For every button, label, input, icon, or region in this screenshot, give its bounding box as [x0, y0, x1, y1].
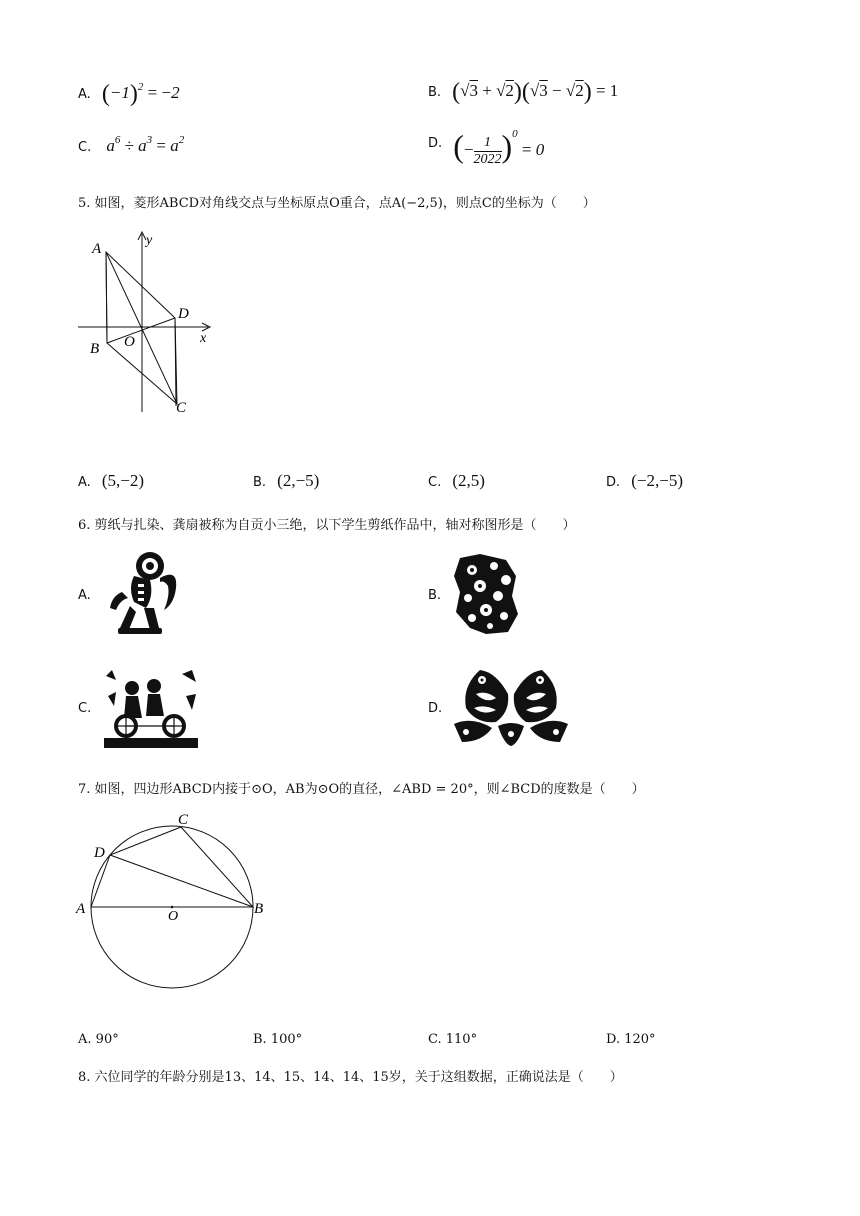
question-text: 如图，菱形ABCD对角线交点与坐标原点O重合，点A(−2,5)，则点C的坐标为（ ）	[94, 196, 596, 211]
point-label-c: C	[178, 812, 189, 828]
option-label: D.	[606, 475, 621, 490]
point-label-d: D	[178, 306, 189, 322]
q4-option-b	[428, 76, 618, 103]
option-value: (5,−2)	[101, 471, 145, 490]
guide-a-vertical	[106, 252, 107, 343]
point-label-a: A	[76, 901, 86, 917]
option-expression: $(-1)^2 = -2$	[101, 81, 180, 107]
point-label-a: A	[92, 241, 102, 257]
q5-option-c	[428, 471, 485, 491]
point-label-b: B	[90, 341, 100, 357]
question-number: 8.	[78, 1070, 91, 1085]
option-label: D.	[428, 136, 443, 151]
point-label-b: B	[254, 901, 264, 917]
q7-stem	[78, 778, 645, 797]
q5-rhombus-figure	[74, 226, 224, 426]
option-label: C.	[428, 475, 442, 490]
chord-db	[110, 855, 253, 907]
point-label-x: x	[200, 331, 207, 346]
option-value: (2,−5)	[277, 471, 320, 490]
q4-option-c	[78, 136, 184, 156]
option-label: B.	[253, 1032, 267, 1047]
option-value: (−2,−5)	[631, 471, 683, 490]
question-text: 剪纸与扎染、龚扇被称为自贡小三绝，以下学生剪纸作品中，轴对称图形是（ ）	[94, 518, 576, 533]
q5-option-a	[78, 471, 144, 491]
question-number: 7.	[78, 782, 91, 797]
cyclists-papercut-image	[102, 666, 200, 750]
q7-option-d	[606, 1032, 656, 1047]
q6-option-d-label: D.	[428, 701, 443, 716]
q5-stem	[78, 192, 596, 211]
question-number: 6.	[78, 518, 91, 533]
guide-d-vertical	[175, 318, 176, 406]
q6-stem	[78, 514, 576, 533]
option-label: D.	[606, 1032, 621, 1047]
diagonal-bd	[107, 318, 175, 343]
q6-option-a-label: A.	[78, 588, 91, 603]
point-label-c: C	[176, 400, 187, 416]
q5-option-b	[253, 471, 319, 491]
q8-stem	[78, 1066, 623, 1085]
option-label: B.	[428, 85, 442, 100]
q7-option-a	[78, 1032, 119, 1047]
option-label: C.	[428, 1032, 442, 1047]
option-label: A.	[78, 87, 91, 102]
q5-option-d	[606, 471, 683, 491]
question-text: 如图，四边形ABCD内接于⊙O，AB为⊙O的直径，∠ABD = 20°，则∠BCD的度数是（ ）	[94, 782, 645, 797]
option-value: 90°	[95, 1032, 119, 1047]
q4-option-a	[78, 78, 180, 105]
point-label-d: D	[94, 845, 105, 861]
q6-option-c-label: C.	[78, 701, 92, 716]
q4-option-d	[428, 126, 544, 168]
q6-option-b-label: B.	[428, 588, 442, 603]
point-label-y: y	[146, 233, 153, 248]
option-value: 100°	[270, 1032, 303, 1047]
q7-option-b	[253, 1032, 302, 1047]
quad-abcd	[91, 827, 253, 907]
option-label: A.	[78, 1032, 92, 1047]
option-expression: $a^6 \div a^3 = a^2$	[106, 134, 185, 155]
point-label-o: O	[124, 334, 135, 350]
question-text: 六位同学的年龄分别是13、14、15、14、14、15岁，关于这组数据，正确说法是（ ）	[94, 1070, 623, 1085]
twin-fish-papercut-image	[452, 664, 570, 748]
option-label: C.	[78, 140, 92, 155]
rooster-papercut-image	[450, 552, 522, 636]
q7-option-c	[428, 1032, 477, 1047]
option-label: A.	[78, 475, 91, 490]
option-value: 120°	[624, 1032, 656, 1047]
q7-circle-figure	[72, 806, 272, 996]
option-label: B.	[253, 475, 267, 490]
option-expression: (√3 + √2)(√3 − √2) = 1	[452, 79, 619, 105]
center-point	[171, 906, 174, 909]
point-label-o: O	[168, 909, 179, 924]
question-number: 5.	[78, 196, 91, 211]
option-value: 110°	[445, 1032, 478, 1047]
option-value: (2,5)	[452, 471, 485, 490]
monkey-papercut-image	[100, 548, 186, 636]
option-expression: (− $\frac{1}{2022}$ )$^0$ = 0	[453, 128, 545, 167]
